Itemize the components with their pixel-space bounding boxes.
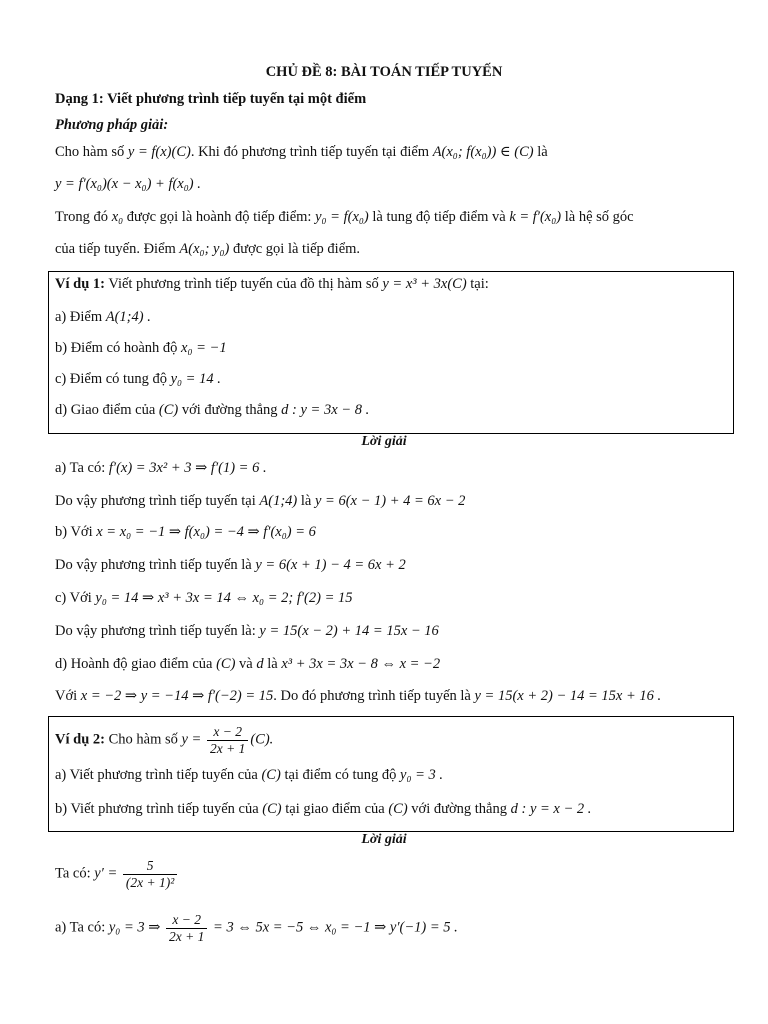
math: d	[256, 656, 264, 672]
text: tại:	[470, 276, 489, 292]
solution-1-line-8	[55, 688, 661, 705]
math: x³ + 3x = 3x − 8 ⇔ x = −2	[281, 656, 441, 672]
solution-1-line-6	[55, 623, 439, 640]
text: Viết phương trình tiếp tuyến của đồ thị hàm số	[108, 276, 379, 292]
text: a) Viết phương trình tiếp tuyến của	[55, 767, 258, 783]
math: y′ =	[94, 865, 118, 882]
example-1-part-d	[55, 402, 369, 419]
math: y = f′(x₀)(x − x₀) + f(x₀) .	[55, 176, 201, 192]
solution-2-line-1	[55, 858, 179, 890]
math: y = f(x)(C)	[127, 144, 191, 160]
solution-1-line-3	[55, 524, 316, 541]
text: là	[537, 144, 548, 160]
text: a) Điểm	[55, 309, 103, 325]
text: được gọi là tiếp điểm.	[232, 241, 361, 257]
method-line-1	[55, 144, 548, 161]
math: (C)	[388, 801, 408, 817]
method-line-4	[55, 241, 360, 258]
math: y₀ = 3 .	[400, 767, 444, 783]
example-label: Ví dụ 2:	[55, 731, 105, 748]
text: c) Với	[55, 590, 92, 606]
fraction	[207, 724, 248, 756]
fraction-denominator: 2x + 1	[209, 740, 246, 756]
solution-2-line-2	[55, 912, 458, 944]
text: b) Với	[55, 524, 93, 540]
text: d) Giao điểm của	[55, 402, 156, 418]
math: y = 15(x + 2) − 14 = 15x + 16 .	[474, 688, 662, 704]
example-2-part-b	[55, 801, 591, 818]
fraction-numerator: 5	[123, 858, 177, 875]
text: với đường thẳng	[181, 402, 278, 418]
math: x = x₀ = −1 ⇒ f(x₀) = −4 ⇒ f′(x₀) = 6	[96, 524, 316, 540]
text: . Do đó phương trình tiếp tuyến là	[273, 688, 471, 704]
text: là hệ số góc	[564, 209, 634, 225]
math: x = −2 ⇒ y = −14 ⇒ f′(−2) = 15	[80, 688, 274, 704]
solution-1-line-2	[55, 493, 465, 510]
example-1-part-b	[55, 340, 227, 357]
math: y = 6(x + 1) − 4 = 6x + 2	[255, 557, 406, 573]
example-1-intro	[55, 276, 489, 293]
example-label: Ví dụ 1:	[55, 276, 105, 292]
text: là	[267, 656, 278, 672]
solution-1-line-4	[55, 557, 406, 574]
method-line-3	[55, 209, 634, 226]
math: (C)	[158, 402, 179, 418]
math: y₀ = 3 ⇒	[108, 919, 161, 936]
math: y = 15(x − 2) + 14 = 15x − 16	[259, 623, 439, 639]
text: b) Viết phương trình tiếp tuyến của	[55, 801, 259, 817]
solution-1-line-1	[55, 460, 267, 477]
math: A(x₀; y₀)	[179, 241, 230, 257]
fraction	[166, 912, 207, 944]
math: x₀ = −1	[181, 340, 227, 356]
text: Với	[55, 688, 78, 704]
text: d) Hoành độ giao điểm của	[55, 656, 213, 672]
solution-1-label: Lời giải	[361, 434, 407, 449]
example-1-part-c	[55, 371, 221, 388]
math: A(x₀; f(x₀)) ∈ (C)	[432, 144, 534, 160]
text: b) Điểm có hoành độ	[55, 340, 178, 356]
math: y =	[181, 731, 202, 748]
math: y₀ = f(x₀)	[315, 209, 369, 225]
math: d : y = 3x − 8 .	[281, 402, 370, 418]
text: của tiếp tuyến. Điểm	[55, 241, 176, 257]
text: a) Ta có:	[55, 919, 106, 936]
text: với đường thẳng	[411, 801, 507, 817]
page-title: CHỦ ĐỀ 8: BÀI TOÁN TIẾP TUYẾN	[265, 64, 503, 80]
text: Do vậy phương trình tiếp tuyến là:	[55, 623, 256, 639]
math: A(1;4)	[259, 493, 298, 509]
text: tại điểm có tung độ	[284, 767, 397, 783]
text: Ta có:	[55, 865, 91, 882]
example-2-part-a	[55, 767, 443, 784]
text: a) Ta có:	[55, 460, 106, 476]
text: c) Điểm có tung độ	[55, 371, 167, 387]
text: Do vậy phương trình tiếp tuyến tại	[55, 493, 256, 509]
method-line-2	[55, 176, 201, 193]
text: là	[300, 493, 312, 509]
text: Cho hàm số	[55, 144, 125, 160]
math: (C)	[261, 767, 281, 783]
method-heading: Phương pháp giải:	[55, 117, 169, 133]
solution-2-label: Lời giải	[361, 832, 407, 847]
math: x₀	[111, 209, 124, 225]
example-2-intro	[55, 724, 273, 756]
math: k = f′(x₀)	[509, 209, 562, 225]
text: là tung độ tiếp điểm và	[372, 209, 506, 225]
text: . Khi đó phương trình tiếp tuyến tại điểm	[190, 144, 430, 160]
text: được gọi là hoành độ tiếp điểm:	[126, 209, 312, 225]
math: (C)	[216, 656, 236, 672]
example-1-part-a	[55, 309, 151, 326]
math: A(1;4) .	[105, 309, 151, 325]
fraction-denominator: (2x + 1)²	[125, 874, 175, 890]
math: d : y = x − 2 .	[510, 801, 592, 817]
math: y = x³ + 3x(C)	[382, 276, 467, 292]
math: f′(x) = 3x² + 3 ⇒ f′(1) = 6 .	[108, 460, 267, 476]
fraction-denominator: 2x + 1	[169, 928, 205, 944]
math: = 3 ⇔ 5x = −5 ⇔ x₀ = −1 ⇒ y′(−1) = 5 .	[213, 919, 458, 936]
text: Do vậy phương trình tiếp tuyến là	[55, 557, 252, 573]
fraction	[123, 858, 177, 890]
text: tại giao điểm của	[285, 801, 385, 817]
math: y = 6(x − 1) + 4 = 6x − 2	[314, 493, 466, 509]
text: Cho hàm số	[108, 731, 178, 748]
fraction-numerator: x − 2	[207, 724, 248, 741]
math: y₀ = 14 .	[170, 371, 221, 387]
form1-heading: Dạng 1: Viết phương trình tiếp tuyến tại một điểm	[55, 91, 367, 107]
math: y₀ = 14 ⇒ x³ + 3x = 14 ⇔ x₀ = 2; f′(2) = 15	[95, 590, 353, 606]
text: Trong đó	[55, 209, 109, 225]
solution-1-line-5	[55, 590, 352, 607]
solution-1-line-7	[55, 656, 440, 673]
text: và	[239, 656, 253, 672]
math: (C)	[262, 801, 282, 817]
fraction-numerator: x − 2	[166, 912, 207, 929]
math: (C).	[250, 731, 274, 748]
